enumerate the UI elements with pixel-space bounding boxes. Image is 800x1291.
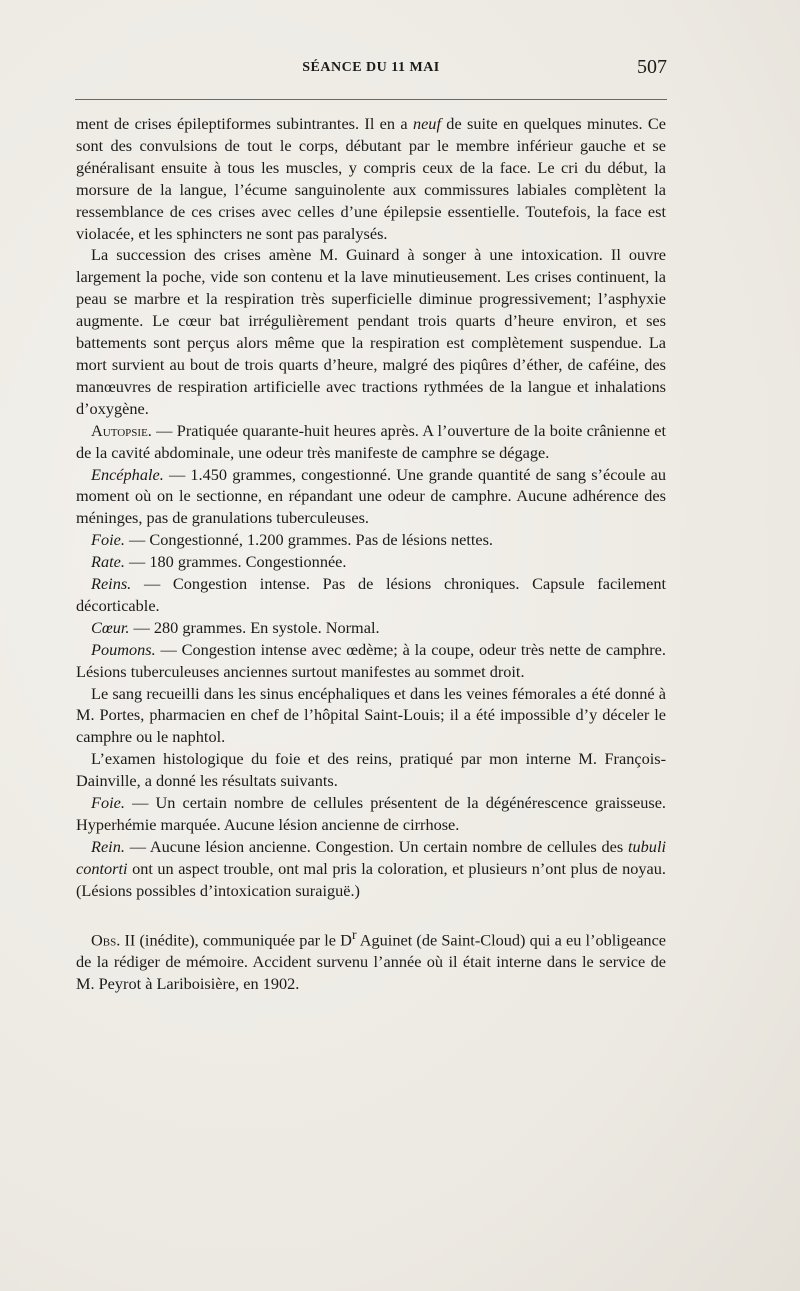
organ-label: Foie. <box>91 530 125 550</box>
paragraph: L’examen histologique du foie et des reins, pratiqué par mon interne M. François-Dainville, a donné les résultats suivants. <box>76 749 666 791</box>
page-number: 507 <box>637 56 667 78</box>
paragraph-foie: Foie. — Congestionné, 1.200 grammes. Pas de lésions nettes. <box>91 530 494 550</box>
organ-label: Encéphale. <box>91 464 164 484</box>
paragraph-foie-histo: Foie. — Un certain nombre de cellules présentent de la dégénérescence graisseuse. Hyperhémie marquée. Aucune lésion ancienne de cirrhose. <box>76 793 666 834</box>
paragraph-coeur: Cœur. — 280 grammes. En systole. Normal. <box>91 617 380 637</box>
paragraph-encephale: Encéphale. — 1.450 grammes, congestionné. Une grande quantité de sang s’écoule au moment où on le sectionne, en répandant une odeur de camphre. Aucune adhérence des méninges, pas de granulations tuberculeuses. <box>76 464 666 528</box>
paragraph-poumons: Poumons. — Congestion intense avec œdème; à la coupe, odeur très nette de camphre. Lésions tuberculeuses anciennes surtout manifestes au sommet droit. <box>76 639 666 681</box>
paragraph: La succession des crises amène M. Guinard à songer à une intoxication. Il ouvre largement la poche, vide son contenu et la lave minutieusement. Les crises continuent, la peau se marbre et la respiration très superficielle diminue progressivement; l’asphyxie augmente. Le cœur bat irrégulièrement pendant trois quarts d’heure environ, et ses battements sont perçus alors même que la respiration est complètement suspendue. La mort survient au bout de trois quarts d’heure, malgré des piqûres d’éther, de caféine, des manœuvres de respiration artificielle avec tractions rythmées de la langue et inhalations d’oxygène. <box>76 245 666 418</box>
paragraph: ment de crises épileptiformes subintrantes. Il en a neuf de suite en quelques minutes. Ce sont des convulsions de tout le corps, débutant par le membre inférieur gauche et se généralisant ensuite à tous les muscles, y compris ceux de la face. Le cri du début, la morsure de la langue, l’écume sanguinolente aux commissures labiales complètent la ressemblance de ces crises avec celles d’une épilepsie essentielle. Toutefois, la face est violacée, et les sphincters ne sont pas paralysés. <box>76 114 666 243</box>
paragraph-rate: Rate. — 180 grammes. Congestionnée. <box>91 552 347 572</box>
paragraph-reins: Reins. — Congestion intense. Pas de lésions chroniques. Capsule facilement décorticable. <box>76 574 667 615</box>
organ-label: Rein. <box>91 836 125 856</box>
organ-label: Reins. <box>91 574 132 594</box>
body-text <box>76 113 666 995</box>
organ-label: Cœur. <box>91 617 130 637</box>
paragraph-observation: Obs. II (inédite), communiquée par le $D^r$ Aguinet (de Saint-Cloud) qui a eu l’obligeance de la rédiger de mémoire. Accident survenu l’année où il était interne dans le service de M. Peyrot à Lariboisière, en 1902. <box>76 926 667 993</box>
organ-label: Rate. <box>91 552 125 572</box>
section-label: Obs. <box>91 930 121 950</box>
header-rule <box>75 99 667 100</box>
header-title: SÉANCE DU 11 MAI <box>302 60 440 75</box>
paragraph-autopsie: Autopsie. — Pratiquée quarante-huit heures après. A l’ouverture de la boite crânienne et de la cavité abdominale, une odeur très manifeste de camphre se dégage. <box>76 420 666 462</box>
organ-label: Poumons. <box>91 639 156 659</box>
paragraph-rein-histo: Rein. — Aucune lésion ancienne. Congestion. Un certain nombre de cellules des tubuli contorti ont un aspect trouble, ont mal pris la coloration, et plusieurs n’ont plus de noyau. (Lésions possibles d’intoxication suraiguë.) <box>76 836 666 900</box>
organ-label: Foie. <box>91 793 125 813</box>
running-header <box>75 56 667 86</box>
paragraph: Le sang recueilli dans les sinus encéphaliques et dans les veines fémorales a été donné à M. Portes, pharmacien en chef de l’hôpital Saint-Louis; il a été impossible d’y déceler le camphre ou le naphtol. <box>76 683 666 747</box>
paragraph-gap <box>76 902 666 924</box>
section-label: Autopsie. <box>91 420 152 440</box>
